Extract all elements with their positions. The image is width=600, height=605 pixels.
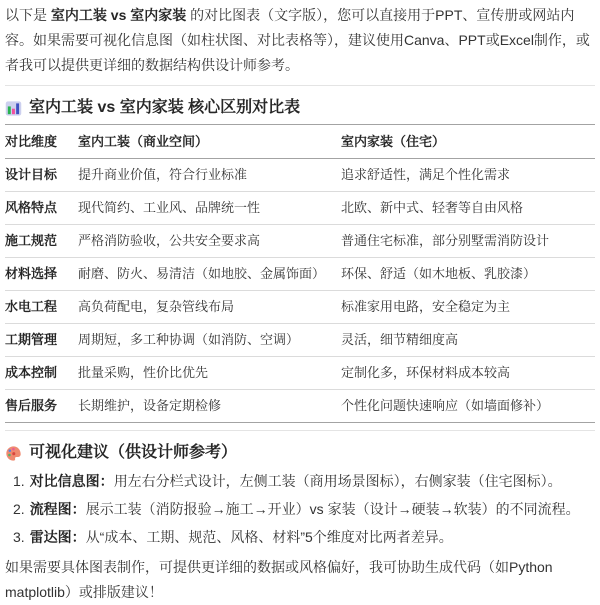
row-dimension: 成本控制 bbox=[5, 357, 78, 390]
intro-paragraph bbox=[5, 3, 595, 78]
list-item-number: 2. bbox=[13, 501, 25, 517]
cell-commercial: 现代简约、工业风、品牌统一性 bbox=[78, 192, 341, 225]
table-row bbox=[5, 324, 595, 357]
list-item bbox=[5, 497, 595, 521]
table-row bbox=[5, 390, 595, 423]
cell-residential: 定制化多，环保材料成本较高 bbox=[341, 357, 595, 390]
cell-commercial: 周期短，多工种协调（如消防、空调） bbox=[78, 324, 341, 357]
bar-chart-icon bbox=[5, 100, 22, 117]
suggestions-section-heading bbox=[5, 443, 595, 463]
row-dimension: 水电工程 bbox=[5, 291, 78, 324]
cell-commercial: 高负荷配电，复杂管线布局 bbox=[78, 291, 341, 324]
suggestion-list bbox=[5, 469, 595, 549]
cell-residential: 环保、舒适（如木地板、乳胶漆） bbox=[341, 258, 595, 291]
outro-paragraph: 如果需要具体图表制作，可提供更详细的数据或风格偏好，我可协助生成代码（如Python matplotlib）或排版建议！ bbox=[5, 559, 553, 600]
list-item-number: 3. bbox=[13, 529, 25, 545]
section-divider bbox=[5, 85, 595, 86]
cell-commercial: 批量采购，性价比优先 bbox=[78, 357, 341, 390]
cell-commercial: 长期维护，设备定期检修 bbox=[78, 390, 341, 423]
comparison-table bbox=[5, 124, 595, 423]
intro-text-suffix: 的对比图表（文字版），您可以直接用于PPT、宣传册或网站内容。如果需要可视化信息图（如柱状图、对比表格等），建议使用Canva、PPT或Excel制作，或者我可以提供更详细的数据结构供设计师参考。 bbox=[5, 7, 590, 73]
table-row bbox=[5, 258, 595, 291]
column-header-residential: 室内家装（住宅） bbox=[341, 125, 595, 159]
list-item-number: 1. bbox=[13, 473, 25, 489]
cell-commercial: 严格消防验收，公共安全要求高 bbox=[78, 225, 341, 258]
row-dimension: 施工规范 bbox=[5, 225, 78, 258]
list-item-text: 从“成本、工期、规范、风格、材料”5个维度对比两者差异。 bbox=[85, 529, 453, 545]
cell-residential: 北欧、新中式、轻奢等自由风格 bbox=[341, 192, 595, 225]
list-item-label: 对比信息图： bbox=[29, 473, 114, 489]
table-row bbox=[5, 291, 595, 324]
table-row bbox=[5, 159, 595, 192]
list-item-label: 雷达图： bbox=[29, 529, 86, 545]
column-header-dimension: 对比维度 bbox=[5, 125, 78, 159]
cell-residential: 标准家用电路，安全稳定为主 bbox=[341, 291, 595, 324]
cell-residential: 灵活，细节精细度高 bbox=[341, 324, 595, 357]
cell-residential: 个性化问题快速响应（如墙面修补） bbox=[341, 390, 595, 423]
table-row bbox=[5, 357, 595, 390]
cell-residential: 普通住宅标准，部分别墅需消防设计 bbox=[341, 225, 595, 258]
column-header-commercial: 室内工装（商业空间） bbox=[78, 125, 341, 159]
cell-residential: 追求舒适性，满足个性化需求 bbox=[341, 159, 595, 192]
table-header-row bbox=[5, 125, 595, 159]
intro-text-prefix: 以下是 bbox=[5, 7, 51, 23]
cell-commercial: 提升商业价值，符合行业标准 bbox=[78, 159, 341, 192]
list-item-text: 展示工装（消防报验→施工→开业）vs 家装（设计→硬装→软装）的不同流程。 bbox=[85, 501, 580, 517]
row-dimension: 材料选择 bbox=[5, 258, 78, 291]
table-section-heading bbox=[5, 98, 595, 118]
table-section-title: 室内工装 vs 室内家装 核心区别对比表 bbox=[29, 99, 301, 116]
row-dimension: 设计目标 bbox=[5, 159, 78, 192]
table-row bbox=[5, 225, 595, 258]
row-dimension: 风格特点 bbox=[5, 192, 78, 225]
row-dimension: 工期管理 bbox=[5, 324, 78, 357]
list-item-text: 用左右分栏式设计，左侧工装（商用场景图标），右侧家装（住宅图标）。 bbox=[113, 473, 562, 489]
list-item-label: 流程图： bbox=[29, 501, 86, 517]
list-item bbox=[5, 469, 595, 493]
cell-commercial: 耐磨、防火、易清洁（如地胶、金属饰面） bbox=[78, 258, 341, 291]
section-divider bbox=[5, 430, 595, 431]
suggestions-section-title: 可视化建议（供设计师参考） bbox=[29, 444, 238, 461]
intro-bold-phrase: 室内工装 vs 室内家装 bbox=[50, 7, 187, 23]
palette-icon bbox=[5, 445, 22, 462]
list-item bbox=[5, 525, 595, 549]
row-dimension: 售后服务 bbox=[5, 390, 78, 423]
table-row bbox=[5, 192, 595, 225]
